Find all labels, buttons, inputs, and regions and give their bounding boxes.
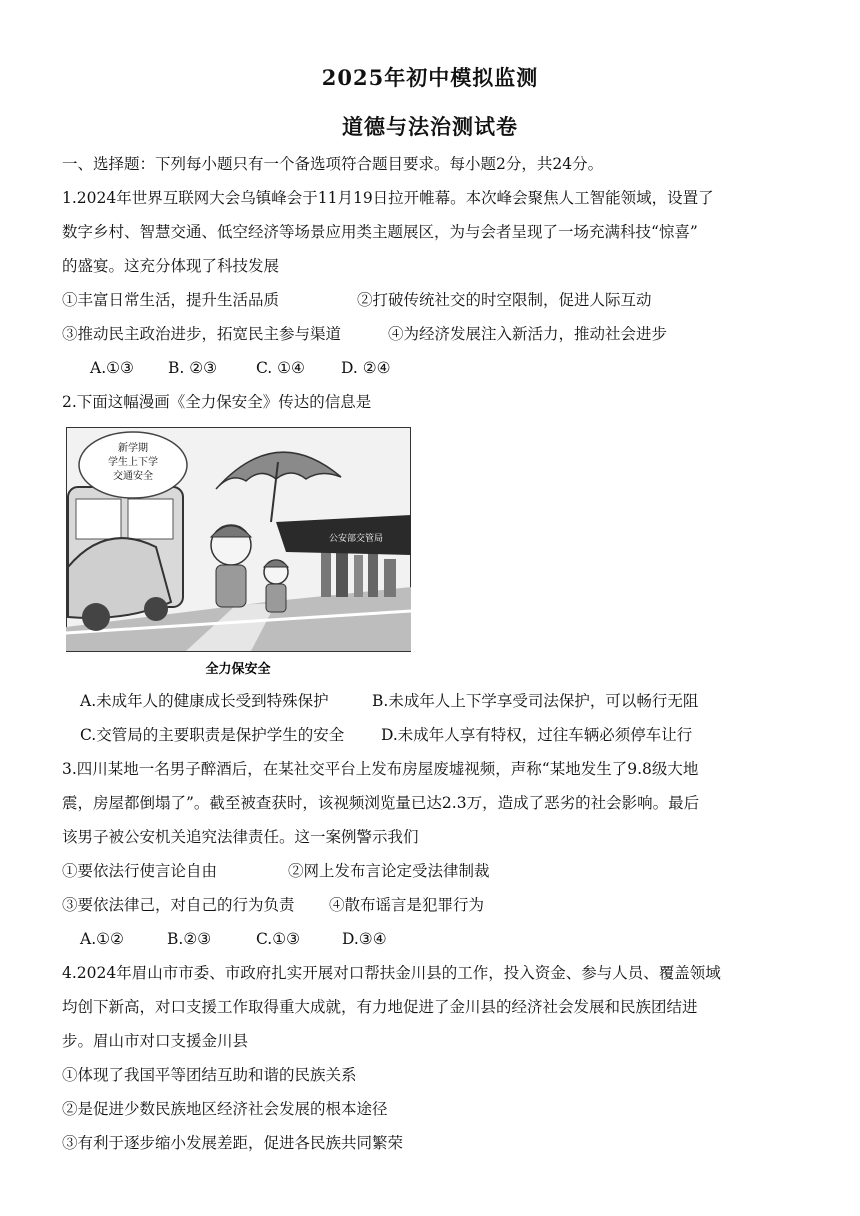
q3-statements-row	[62, 894, 802, 916]
comic-caption: 全力保安全	[205, 662, 271, 677]
q4-statement-2: ②是促进少数民族地区经济社会发展的根本途径	[62, 1100, 388, 1118]
q2-stem: 2.下面这幅漫画《全力保安全》传达的信息是	[62, 393, 372, 411]
q3-statements-row	[62, 860, 802, 882]
q2-option-d[interactable]: D.未成年人享有特权，过往车辆必须停车让行	[381, 726, 693, 744]
q3-statement-4: ④散布谣言是犯罪行为	[329, 896, 485, 914]
exam-title: 2025年初中模拟监测	[321, 65, 539, 90]
q4-statement-3: ③有利于逐步缩小发展差距，促进各民族共同繁荣	[62, 1134, 404, 1152]
q2-option-a[interactable]: A.未成年人的健康成长受到特殊保护	[80, 692, 329, 710]
q4-stem-line: 步。眉山市对口支援金川县	[62, 1032, 249, 1050]
q3-option-b[interactable]: B.②③	[167, 930, 212, 948]
q3-statement-3: ③要依法律己，对自己的行为负责	[62, 896, 295, 914]
q1-statement-4: ④为经济发展注入新活力，推动社会进步	[388, 325, 668, 343]
q3-stem-line: 震，房屋都倒塌了”。截至被查获时，该视频浏览量已达2.3万，造成了恶劣的社会影响。最后	[62, 794, 700, 812]
q3-statement-2: ②网上发布言论定受法律制裁	[288, 862, 490, 880]
q1-stem-line: 数字乡村、智慧交通、低空经济等场景应用类主题展区，为与会者呈现了一场充满科技“惊喜”	[62, 223, 698, 241]
q2-option-b[interactable]: B.未成年人上下学享受司法保护，可以畅行无阻	[372, 692, 699, 710]
q1-stem-line: 1.2024年世界互联网大会乌镇峰会于11月19日拉开帷幕。本次峰会聚焦人工智能领域，设置了	[62, 189, 714, 207]
q1-option-c[interactable]: C. ①④	[256, 359, 305, 377]
q4-stem-line: 均创下新高，对口支援工作取得重大成就，有力地促进了金川县的经济社会发展和民族团结进	[62, 998, 698, 1016]
q1-option-d[interactable]: D. ②④	[341, 359, 391, 377]
q1-option-a[interactable]: A.①③	[90, 359, 134, 377]
q2-options-row	[80, 690, 820, 712]
q3-stem-line: 3.四川某地一名男子醉酒后，在某社交平台上发布房屋废墟视频，声称“某地发生了9.8级大地	[62, 760, 699, 778]
q3-option-c[interactable]: C.①③	[256, 930, 301, 948]
q2-option-c[interactable]: C.交管局的主要职责是保护学生的安全	[80, 726, 345, 744]
comic-bubble-line: 学生上下学	[108, 457, 158, 468]
q1-stem-line: 的盛宴。这充分体现了科技发展	[62, 257, 280, 275]
comic-bubble-line: 交通安全	[113, 471, 153, 482]
q3-stem-line: 该男子被公安机关追究法律责任。这一案例警示我们	[62, 828, 419, 846]
q1-statements-row	[62, 289, 802, 311]
q1-option-b[interactable]: B. ②③	[168, 359, 218, 377]
q4-statement-1: ①体现了我国平等团结互助和谐的民族关系	[62, 1066, 357, 1084]
q2-options-row	[80, 724, 820, 746]
comic-illustration	[66, 427, 411, 682]
q1-statements-row	[62, 323, 802, 345]
q4-stem-line: 4.2024年眉山市市委、市政府扎实开展对口帮扶金川县的工作，投入资金、参与人员、覆盖领域	[62, 964, 721, 982]
comic-bubble-line: 新学期	[118, 443, 148, 454]
q3-option-d[interactable]: D.③④	[342, 930, 387, 948]
section-heading: 一、选择题：下列每小题只有一个备选项符合题目要求。每小题2分，共24分。	[62, 155, 604, 173]
q1-statement-2: ②打破传统社交的时空限制，促进人际互动	[357, 291, 652, 309]
q3-statement-1: ①要依法行使言论自由	[62, 862, 218, 880]
q3-option-a[interactable]: A.①②	[80, 930, 124, 948]
exam-subtitle: 道德与法治测试卷	[342, 114, 518, 139]
q1-statement-1: ①丰富日常生活，提升生活品质	[62, 291, 280, 309]
comic-sleeve-label: 公安部交管局	[328, 534, 384, 544]
q1-statement-3: ③推动民主政治进步，拓宽民主参与渠道	[62, 325, 342, 343]
